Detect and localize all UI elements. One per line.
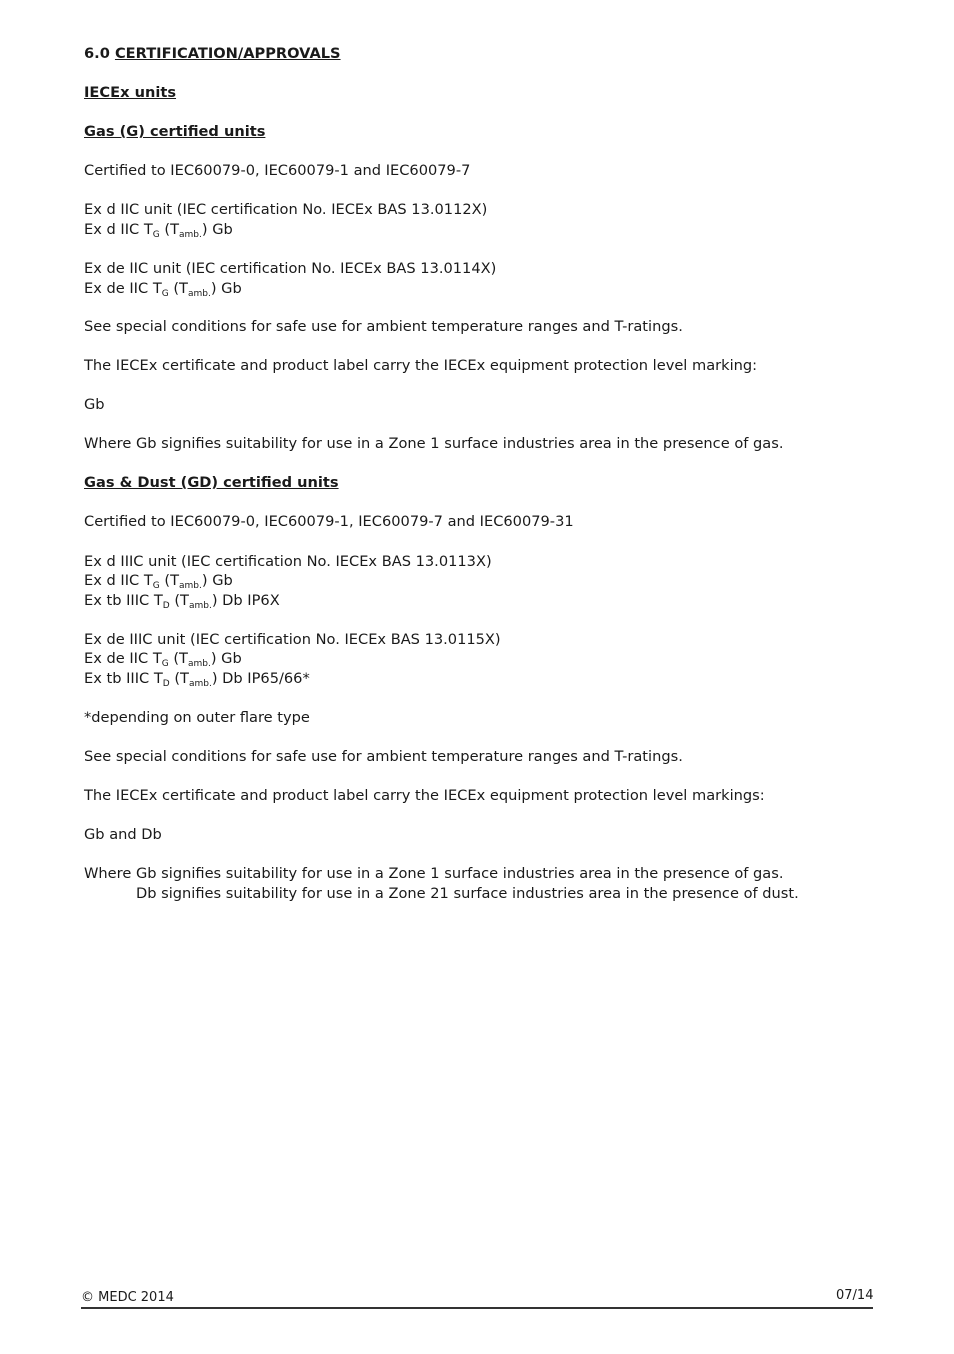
gas-where: Where Gb signifies suitability for use in a Zone 1 surface industries area in the presence of gas. (84, 435, 784, 452)
gd-where-gas: Where Gb signifies suitability for use in a Zone 1 surface industries area in the presence of gas. (84, 865, 784, 882)
section-title: CERTIFICATION/APPROVALS (114, 45, 341, 62)
gas-exd-unit: Ex d IIC unit (IEC certification No. IECEx BAS 13.0112X) (84, 201, 488, 218)
gas-special-conditions: See special conditions for safe use for ambient temperature ranges and T-ratings. (84, 318, 683, 335)
gas-exde-marking: Ex de IIC $T_G$ $(T_{amb.})$ Gb (84, 280, 242, 299)
gas-label-text: The IECEx certificate and product label carry the IECEx equipment protection level marking: (84, 357, 758, 374)
gas-exd-marking: Ex d IIC $T_G$ $(T_{amb.})$ Gb (84, 221, 233, 240)
gd-footnote: *depending on outer flare type (84, 709, 310, 726)
gd-heading: Gas & Dust (GD) certified units (84, 474, 339, 491)
gas-heading: Gas (G) certified units (84, 123, 266, 140)
footer-divider (81, 1307, 873, 1309)
gd-exde-marking-gas: Ex de IIC $T_G$ $(T_{amb.})$ Gb (84, 650, 242, 669)
gd-certified-to: Certified to IEC60079-0, IEC60079-1, IEC60079-7 and IEC60079-31 (84, 513, 574, 530)
gd-exde-unit: Ex de IIIC unit (IEC certification No. IECEx BAS 13.0115X) (84, 631, 501, 648)
gas-certified-to: Certified to IEC60079-0, IEC60079-1 and IEC60079-7 (84, 162, 471, 179)
gas-exde-unit: Ex de IIC unit (IEC certification No. IECEx BAS 13.0114X) (84, 260, 497, 277)
gd-exde-marking-dust: Ex tb IIIC $T_D$ $(T_{amb.})$ Db IP65/66* (84, 670, 310, 689)
footer-copyright: © MEDC 2014 (81, 1290, 174, 1305)
section-number: 6.0 (84, 45, 110, 62)
gd-epl: Gb and Db (84, 826, 162, 843)
gd-exd-marking-gas: Ex d IIC $T_G$ $(T_{amb.})$ Gb (84, 572, 233, 591)
gd-special-conditions: See special conditions for safe use for ambient temperature ranges and T-ratings. (84, 748, 683, 765)
gd-label-text: The IECEx certificate and product label carry the IECEx equipment protection level markings: (84, 787, 765, 804)
gd-where-dust: Db signifies suitability for use in a Zone 21 surface industries area in the presence of dust. (136, 885, 799, 902)
footer-date: 07/14 (836, 1288, 874, 1303)
iecex-heading: IECEx units (84, 84, 177, 101)
section-heading (84, 44, 341, 64)
gd-exd-marking-dust: Ex tb IIIC $T_D$ $(T_{amb.})$ Db IP6X (84, 592, 280, 611)
gd-exd-unit: Ex d IIIC unit (IEC certification No. IECEx BAS 13.0113X) (84, 553, 492, 570)
gas-epl: Gb (84, 396, 105, 413)
